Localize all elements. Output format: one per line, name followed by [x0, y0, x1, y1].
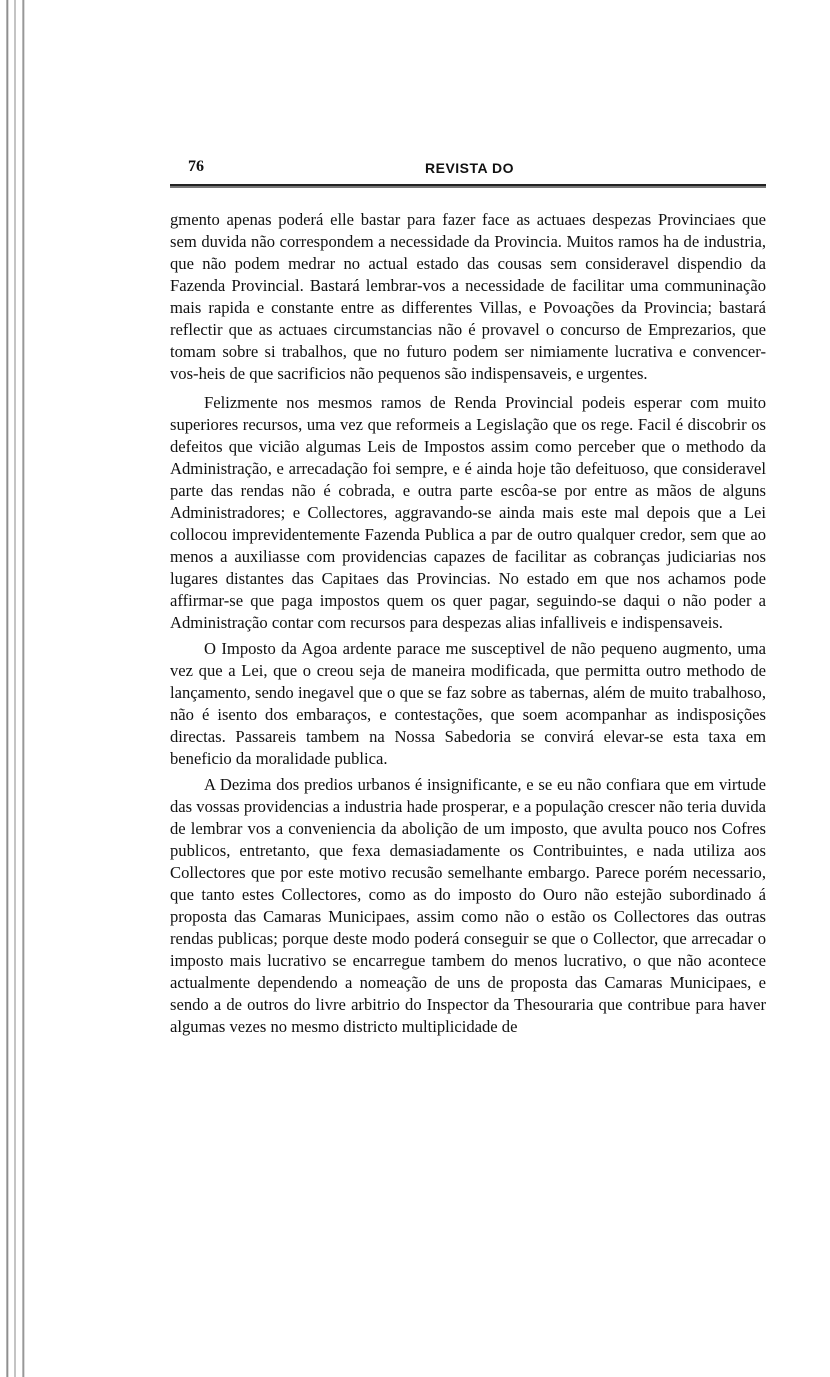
paragraph-imposto-agoa-ardente: O Imposto da Agoa ardente parace me susceptivel de não pequeno augmento, uma vez que a Lei, que o creou seja de maneira modificada, que permitta outro methodo de lançamento, sendo inegavel que o que se faz sobre as tabernas, além de muito trabalhoso, não é isento dos embaraços, e contestações, que soem acompanhar as indisposições directas. Passareis tambem na Nossa Sabedoria se convirá elevar-se esta taxa em beneficio da moralidade publica. — [170, 639, 766, 768]
paragraph-dezima-predios: A Dezima dos predios urbanos é insignificante, e se eu não confiara que em virtude das vossas providencias a industria hade prosperar, e a população crescer não teria duvida de lembrar vos a conveniencia da abolição de um imposto, que avulta pouco nos Cofres publicos, entretanto, que fexa demasiadamente os Contribuintes, e nada utiliza aos Collectores que por este motivo recusão semelhante embargo. Parece porém necessario, que tanto estes Collectores, como as do imposto do Ouro não estejão subordinado á proposta das Camaras Municipaes, assim como não o estão os Collectores das outras rendas publicas; porque deste modo poderá conseguir se que o Collector, que arrecadar o imposto mais lucrativo se encarregue tambem do menos lucrativo, o que não acontece actualmente dependendo a nomeação de uns de proposta das Camaras Municipaes, e sendo a de outros do livre arbitrio do Inspector da Thesouraria que contribue para haver algumas vezes no mesmo districto multiplicidade de — [170, 775, 766, 1036]
page-number: 76 — [188, 158, 204, 175]
header-rule — [170, 184, 766, 186]
body-text — [170, 209, 766, 1042]
page-header — [170, 158, 766, 180]
running-title: REVISTA DO — [425, 160, 515, 176]
paragraph-continuation: gmento apenas poderá elle bastar para fazer face as actuaes despezas Provinciaes que sem duvida não correspondem a necessidade da Provincia. Muitos ramos ha de industria, que não podem medrar no actual estado das cousas sem consideravel dispendio da Fazenda Provincial. Bastará lembrar-vos a necessidade de facilitar uma communinação mais rapida e constante entre as differentes Villas, e Povoações da Provincia; bastará reflectir que as actuaes circumstancias não é provavel o concurso de Emprezarios, que tomam sobre si trabalhos, que no futuro podem ser nimiamente lucrativa e convencer-vos-heis de que sacrificios não pequenos são indispensaveis, e urgentes. — [170, 210, 766, 383]
book-binding-edge — [0, 0, 40, 1377]
paragraph-renda-provincial: Felizmente nos mesmos ramos de Renda Provincial podeis esperar com muito superiores recursos, uma vez que reformeis a Legislação que os rege. Facil é discobrir os defeitos que vicião algumas Leis de Impostos assim como perceber que o methodo da Administração, e arrecadação foi sempre, e é ainda hoje tão defeituoso, que consideravel parte das rendas não é cobrada, e outra parte escôa-se por entre as mãos de alguns Administradores; e Collectores, aggravando-se ainda mais este mal depois que a Lei collocou imprevidentemente Fazenda Publica a par de outro qualquer credor, sem que ao menos a auxiliasse com providencias capazes de facilitar as cobranças judiciarias nos lugares distantes das Capitaes das Provincias. No estado em que nos achamos pode affirmar-se que paga impostos quem os quer pagar, seguindo-se daqui o não poder a Administração contar com recursos para despezas alias infalliveis e indispensaveis. — [170, 393, 766, 632]
